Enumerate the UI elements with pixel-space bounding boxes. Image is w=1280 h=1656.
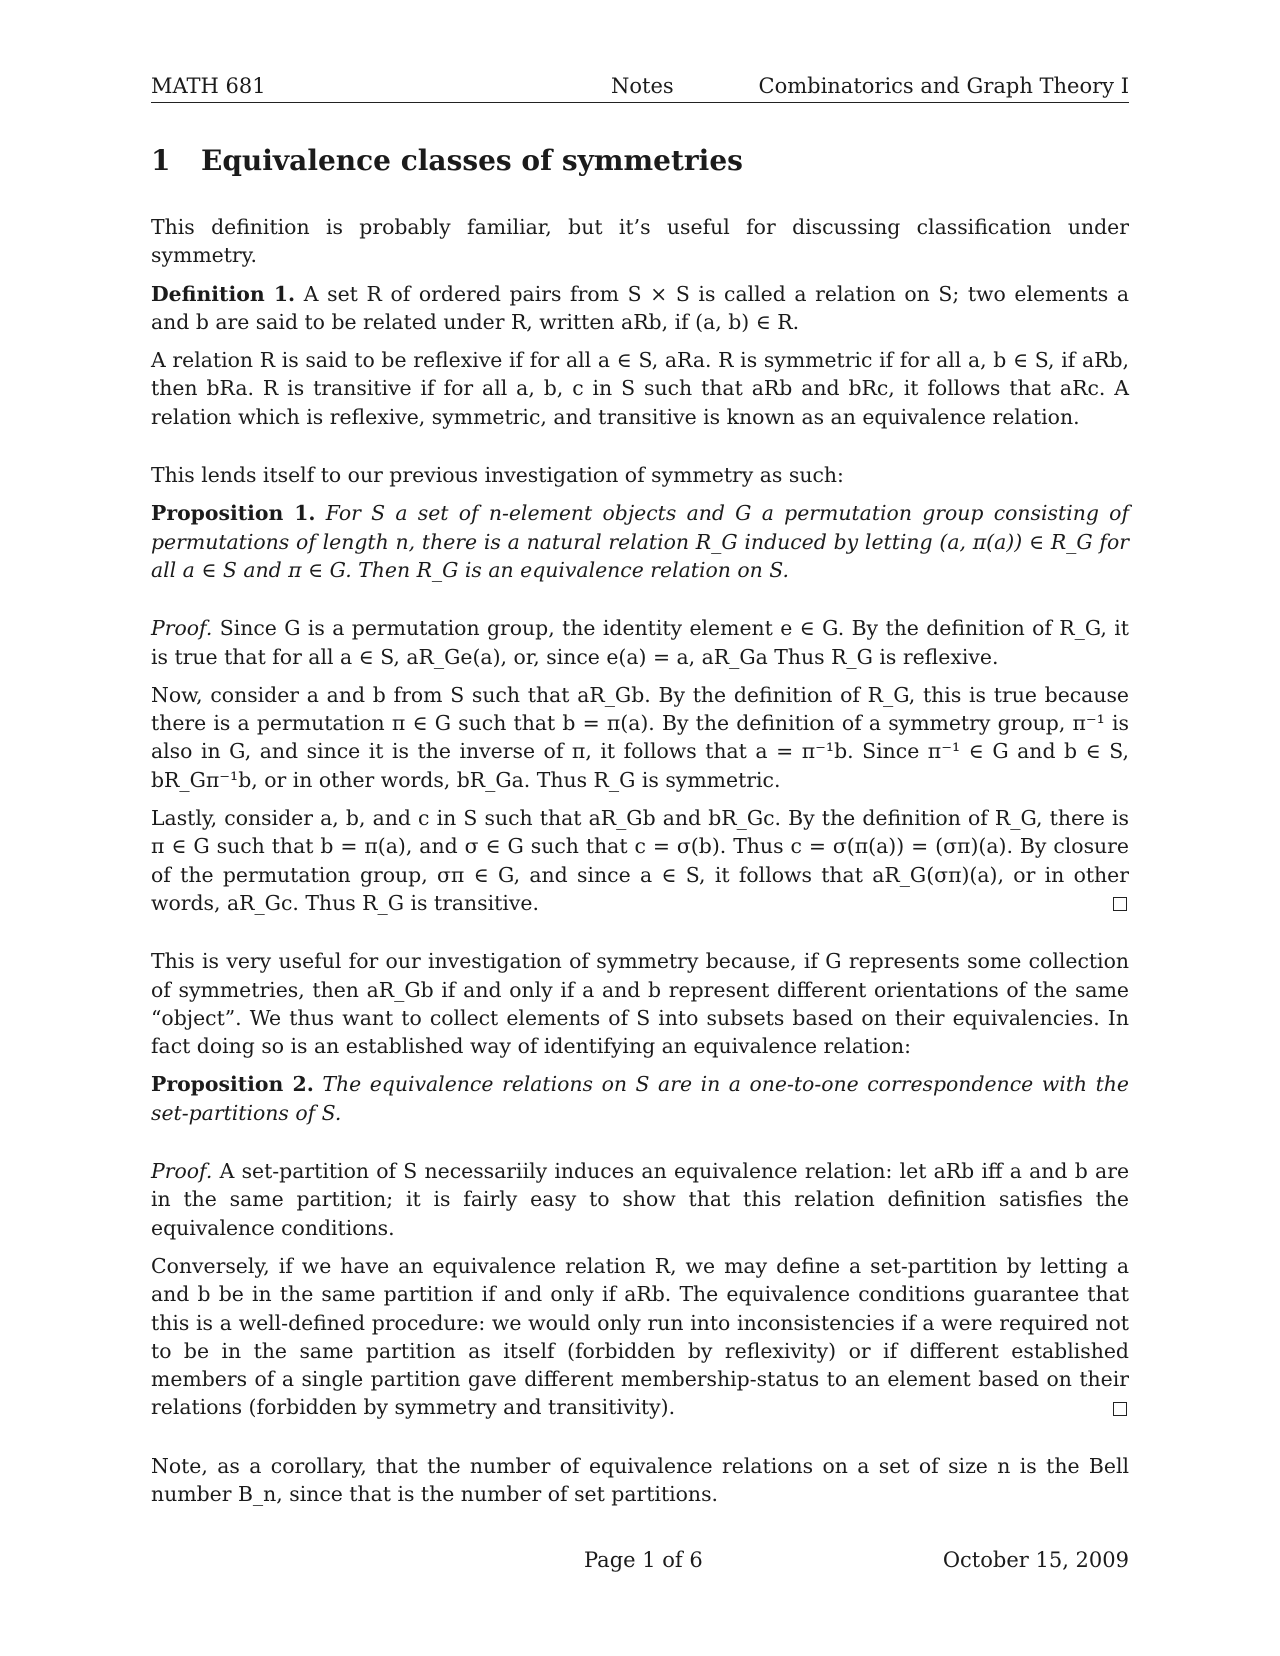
proposition-1-label: Proposition 1. [151,501,316,526]
body-content [151,213,1129,1508]
note-paragraph: Note, as a corollary, that the number of equivalence relations on a set of size n is the Bell number B_n, since that is the number of set partitions. [151,1453,1129,1506]
lends-paragraph: This lends itself to our previous investigation of symmetry as such: [151,463,844,488]
proposition-2 [151,1070,1129,1127]
definition-1-label: Definition 1. [151,281,296,306]
qed-box-icon [1113,897,1127,911]
page-header [151,70,1129,103]
footer-date: October 15, 2009 [942,1548,1129,1572]
header-type: Notes [611,74,674,98]
relations-paragraph: A relation R is said to be reflexive if for all a ∈ S, aRa. R is symmetric if for all a, b ∈ S, if aRb, then bRa. R is transitive if for all a, b, c in S such that aRb and bRc, it follows that aRc. A relation which is reflexive, symmetric, and transitive is known as an equivalence relation. [151,348,1129,429]
qed-box-icon [1113,1402,1127,1416]
intro-paragraph: This definition is probably familiar, but it’s useful for discussing classification under symmetry. [151,215,1129,268]
proposition-2-text: The equivalence relations on S are in a one-to-one correspondence with the set-partitions of S. [151,1072,1129,1125]
proof-1-label: Proof. [151,616,213,641]
section-number: 1 [151,144,171,177]
proof-2-text-1: A set-partition of S necessariily induces an equivalence relation: let aRb iff a and b are in the same partition; it is fairly easy to show that this relation definition satisfies the equivalence conditions. [151,1159,1130,1240]
section-heading [151,144,743,177]
proof-1-text-1: Since G is a permutation group, the identity element e ∈ G. By the definition of R_G, it is true that for all a ∈ S, aR_Ge(a), or, since e(a) = a, aR_Ga Thus R_G is reflexive. [151,616,1129,669]
proposition-2-label: Proposition 2. [151,1072,314,1097]
footer-page-number: Page 1 of 6 [584,1548,703,1572]
proof-1-paragraph-1 [151,614,1129,671]
definition-1 [151,280,1129,337]
proof-2-label: Proof. [151,1159,213,1184]
definition-1-text: A set R of ordered pairs from S × S is called a relation on S; two elements a and b are said to be related under R, written aRb, if (a, b) ∈ R. [151,281,1130,334]
proof-2-text-2: Conversely, if we have an equivalence relation R, we may define a set-partition by letting a and b be in the same partition if and only if aRb. The equivalence conditions guarantee that this is a well-defined procedure: we would only run into inconsistencies if a were required not to be in the same partition as itself (forbidden by reflexivity) or if different established members of a single partition gave different membership-status to an element based on their relations (forbidden by symmetry and transitivity). [151,1253,1129,1420]
proposition-1 [151,499,1129,584]
proof-1-text-3: Lastly, consider a, b, and c in S such that aR_Gb and bR_Gc. By the definition of R_G, there is π ∈ G such that b = π(a), and σ ∈ G such that c = σ(b). Thus c = σ(π(a)) = (σπ)(a). By closure of the permutation group, σπ ∈ G, and since a ∈ S, it follows that aR_G(σπ)(a), or in other words, aR_Gc. Thus R_G is transitive. [151,806,1129,915]
header-title: Combinatorics and Graph Theory I [758,74,1129,98]
header-course: MATH 681 [151,74,266,98]
proof-2-paragraph-1 [151,1157,1129,1242]
proposition-1-text: For S a set of n-element objects and G a permutation group consisting of permutations of length n, there is a natural relation R_G induced by letting (a, π(a)) ∈ R_G for all a ∈ S and π ∈ G. Then R_G is an equivalence relation on S. [151,501,1129,582]
document-page [151,0,1129,1656]
proof-1-paragraph-3 [151,804,1129,917]
section-title: Equivalence classes of symmetries [201,144,743,177]
proof-1-paragraph-2: Now, consider a and b from S such that aR_Gb. By the definition of R_G, this is true because there is a permutation π ∈ G such that b = π(a). By the definition of a symmetry group, π⁻¹ is also in G, and since it is the inverse of π, it follows that a = π⁻¹b. Since π⁻¹ ∈ G and b ∈ S, bR_Gπ⁻¹b, or in other words, bR_Ga. Thus R_G is symmetric. [151,682,1129,792]
useful-paragraph: This is very useful for our investigation of symmetry because, if G represents some collection of symmetries, then aR_Gb if and only if a and b represent different orientations of the same “object”. We thus want to collect elements of S into subsets based on their equivalencies. In fact doing so is an established way of identifying an equivalence relation: [151,949,1129,1059]
proof-2-paragraph-2 [151,1252,1129,1422]
